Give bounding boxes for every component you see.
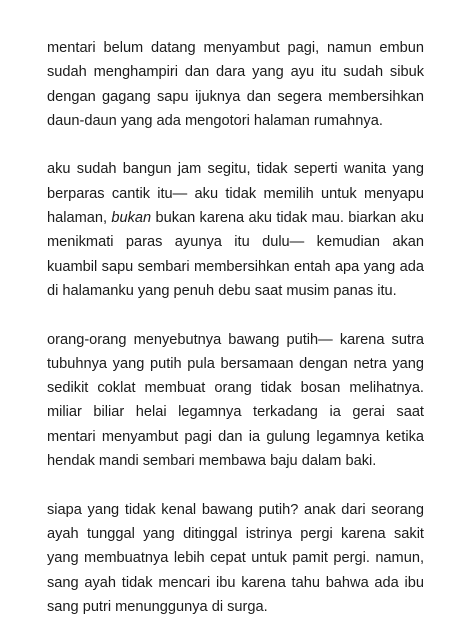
paragraph-1: [47, 36, 424, 133]
paragraph-2: [47, 157, 424, 303]
paragraph-4-text: siapa yang tidak kenal bawang putih? anak dari seorang ayah tunggal yang ditinggal istrinya pergi karena sakit yang membuatnya lebih cepat untuk pamit pergi. namun, sang ayah tidak mencari ibu karena tahu bahwa ada ibu sang putri menunggunya di surga.: [47, 501, 424, 615]
paragraph-1-text: mentari belum datang menyambut pagi, namun embun sudah menghampiri dan dara yang ayu itu sudah sibuk dengan gagang sapu ijuknya dan segera membersihkan daun-daun yang ada mengotori halaman rumahnya.: [47, 40, 424, 129]
paragraph-3-text: orang-orang menyebutnya bawang putih— karena sutra tubuhnya yang putih pula bersamaan dengan netra yang sedikit coklat membuat orang tidak bosan melihatnya. miliar biliar helai legamnya terkadang ia gerai saat mentari menyambut pagi dan ia gulung legamnya ketika hendak mandi sembari membawa baju dalam baki.: [47, 331, 424, 470]
paragraph-2-emphasis: bukan: [111, 210, 152, 227]
story-text: [47, 36, 424, 619]
paragraph-4: [47, 498, 424, 619]
paragraph-2-text-a: aku sudah bangun jam segitu, tidak seperti wanita yang berparas cantik itu— aku tidak memilih untuk menyapu halaman,: [47, 161, 424, 227]
paragraph-3: [47, 328, 424, 474]
paragraph-2-text-b: bukan karena aku tidak mau. biarkan aku menikmati paras ayunya itu dulu— kemudian akan kuambil sapu sembari membersihkan entah apa yang ada di halamanku yang penuh debu saat musim panas itu.: [47, 210, 425, 299]
